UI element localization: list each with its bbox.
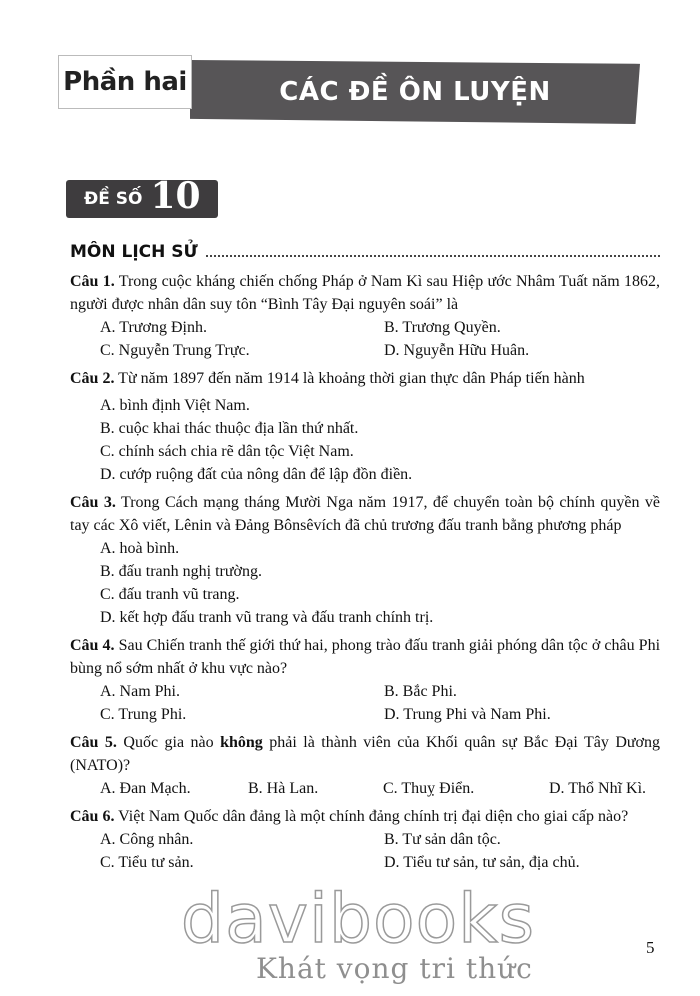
answer-options (70, 680, 660, 726)
subject-heading (70, 242, 660, 262)
page-number: 5 (646, 938, 655, 957)
option-b: B. cuộc khai thác thuộc địa lần thứ nhất. (100, 420, 359, 437)
answer-options (70, 537, 660, 629)
question-text: Từ năm 1897 đến năm 1914 là khoảng thời gian thực dân Pháp tiến hành (118, 370, 585, 387)
part-label: Phần hai (58, 55, 192, 109)
option-d: D. Tiểu tư sản, tư sản, địa chủ. (384, 854, 580, 871)
answer-options (70, 316, 660, 362)
question (70, 634, 660, 726)
option-c: C. chính sách chia rẽ dân tộc Việt Nam. (100, 443, 354, 460)
option-b: B. đấu tranh nghị trường. (100, 563, 262, 580)
option-a: A. Nam Phi. (100, 683, 180, 700)
option-a: A. hoà bình. (100, 540, 180, 557)
answer-options (70, 394, 660, 486)
question (70, 367, 660, 486)
section-title: CÁC ĐỀ ÔN LUYỆN (279, 77, 551, 107)
option-c: C. Thuỵ Điển. (383, 780, 475, 797)
dotted-leader (206, 245, 660, 257)
subject-name: MÔN LỊCH SỬ (70, 242, 198, 262)
option-b: B. Hà Lan. (248, 780, 319, 797)
option-c: C. đấu tranh vũ trang. (100, 586, 240, 603)
option-a: A. Đan Mạch. (100, 780, 191, 797)
option-d: D. Thổ Nhĩ Kì. (549, 780, 647, 797)
question-text-before: Quốc gia nào (123, 734, 221, 751)
question-label: Câu 2. (70, 370, 115, 387)
question-text-emphasis: không (220, 734, 263, 751)
option-c: C. Tiểu tư sản. (100, 854, 194, 871)
exam-badge (66, 175, 218, 218)
option-a: A. bình định Việt Nam. (100, 397, 250, 414)
watermark-brand: davibooks (180, 880, 536, 959)
answer-options (70, 777, 660, 800)
option-b: B. Trương Quyền. (384, 319, 501, 336)
question (70, 731, 660, 800)
question-text-after: phải là thành viên của Khối quân sự Bắc Đại Tây Dương (NATO)? (70, 734, 661, 774)
question-text: Trong cuộc kháng chiến chống Pháp ở Nam Kì sau Hiệp ước Nhâm Tuất năm 1862, người được nhân dân suy tôn “Bình Tây Đại nguyên soái” là (70, 273, 661, 313)
question (70, 270, 660, 362)
option-d: D. Nguyễn Hữu Huân. (384, 342, 530, 359)
option-c: C. Trung Phi. (100, 706, 187, 723)
option-a: A. Trương Định. (100, 319, 207, 336)
watermark-slogan: Khát vọng tri thức (256, 952, 533, 985)
question (70, 491, 660, 629)
answer-options (70, 828, 660, 874)
option-c: C. Nguyễn Trung Trực. (100, 342, 250, 359)
option-a: A. Công nhân. (100, 831, 194, 848)
option-d: D. Trung Phi và Nam Phi. (384, 706, 551, 723)
question-text: Trong Cách mạng tháng Mười Nga năm 1917, để chuyển toàn bộ chính quyền về tay các Xô viết, Lênin và Đảng Bônsêvích đã chủ trương đấu tranh bằng phương pháp (70, 494, 660, 534)
option-b: B. Tư sản dân tộc. (384, 831, 501, 848)
question-text: Sau Chiến tranh thế giới thứ hai, phong trào đấu tranh giải phóng dân tộc ở châu Phi bùng nổ sớm nhất ở khu vực nào? (70, 637, 661, 677)
question-label: Câu 1. (70, 273, 115, 290)
question (70, 805, 660, 874)
question-label: Câu 5. (70, 734, 117, 751)
exam-label: ĐỀ SỐ (84, 189, 143, 209)
question-label: Câu 3. (70, 494, 116, 511)
exam-number: 10 (150, 175, 201, 217)
option-d: D. kết hợp đấu tranh vũ trang và đấu tranh chính trị. (100, 609, 434, 626)
question-list (70, 270, 660, 879)
option-b: B. Bắc Phi. (384, 683, 457, 700)
question-label: Câu 6. (70, 808, 115, 825)
question-text: Việt Nam Quốc dân đảng là một chính đảng chính trị đại diện cho giai cấp nào? (118, 808, 629, 825)
question-label: Câu 4. (70, 637, 115, 654)
option-d: D. cướp ruộng đất của nông dân để lập đồn điền. (100, 466, 413, 483)
